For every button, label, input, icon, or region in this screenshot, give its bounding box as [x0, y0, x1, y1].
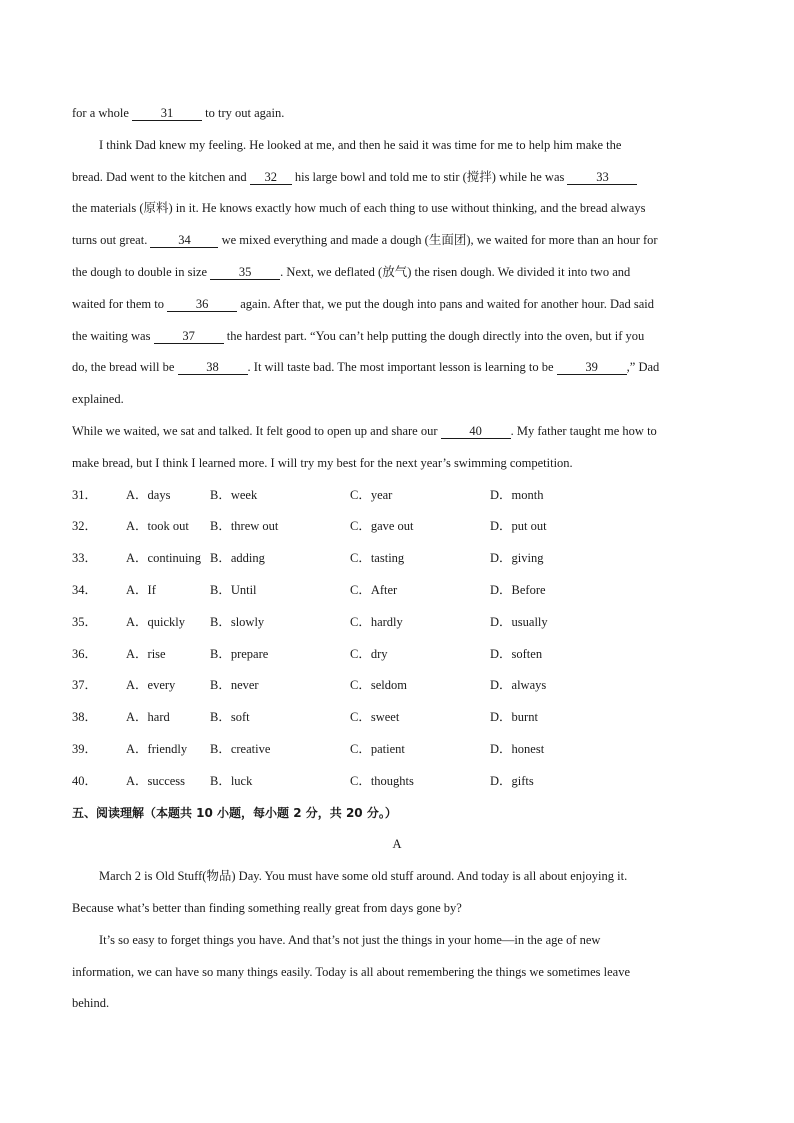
option-c: C．After [350, 582, 398, 597]
option-d: D．giving [490, 551, 544, 566]
option-d: D．put out [490, 519, 547, 534]
question-row: 33． A．continuing B．adding C．tasting D．giving [72, 543, 722, 575]
question-row: 36． A．rise B．prepare C．dry D．soften [72, 639, 722, 671]
blank-40: 40 [441, 425, 511, 439]
question-row: 40． A．success B．luck C．thoughts D．gifts [72, 766, 722, 798]
option-d: D．gifts [490, 773, 534, 788]
option-d: D．burnt [490, 710, 538, 725]
option-a: A．quickly [126, 614, 186, 629]
reading-line: information, we can have so many things easily. Today is all about remembering the things we sometimes leave [72, 964, 631, 979]
reading-line: Because what’s better than finding something really great from days gone by? [72, 900, 462, 915]
passage-line: While we waited, we sat and talked. It felt good to open up and share our 40 . My father taught me how to [72, 423, 657, 438]
blank-32: 32 [250, 171, 292, 185]
option-a: A．took out [126, 519, 189, 534]
option-c: C．patient [350, 741, 405, 756]
option-a: A．days [126, 487, 171, 502]
option-b: B．never [210, 678, 259, 693]
option-a: A．continuing [126, 551, 201, 566]
question-row: 31． A．days B．week C．year D．month [72, 480, 722, 512]
option-c: C．tasting [350, 551, 405, 566]
passage-line: the dough to double in size 35 . Next, we deflated (放气) the risen dough. We divided it into two and [72, 264, 631, 279]
passage-line: the materials (原料) in it. He knows exactly how much of each thing to use without thinking, and the bread always [72, 201, 646, 216]
passage-line: the waiting was 37 the hardest part. “You can’t help putting the dough directly into the oven, but if you [72, 328, 645, 343]
blank-39: 39 [557, 361, 627, 375]
option-a: A．hard [126, 710, 170, 725]
option-c: C．sweet [350, 710, 400, 725]
option-b: B．threw out [210, 519, 279, 534]
question-row: 34． A．If B．Until C．After D．Before [72, 575, 722, 607]
option-a: A．friendly [126, 741, 188, 756]
option-d: D．Before [490, 582, 546, 597]
passage-line: bread. Dad went to the kitchen and 32 his large bowl and told me to stir (搅拌) while he was 33 [72, 162, 722, 194]
blank-35: 35 [210, 266, 280, 280]
option-c: C．thoughts [350, 773, 414, 788]
question-list [72, 480, 722, 798]
option-a: A．success [126, 773, 186, 788]
option-c: C．hardly [350, 614, 403, 629]
option-b: B．Until [210, 582, 257, 597]
option-d: D．always [490, 678, 547, 693]
blank-34: 34 [150, 234, 218, 248]
passage-line: do, the bread will be 38 . It will taste bad. The most important lesson is learning to be 39 ,” Dad [72, 360, 660, 375]
option-d: D．usually [490, 614, 548, 629]
option-d: D．soften [490, 646, 543, 661]
reading-line: March 2 is Old Stuff(物品) Day. You must have some old stuff around. And today is all about enjoying it. [99, 869, 628, 884]
passage-line: make bread, but I think I learned more. I will try my best for the next year’s swimming competition. [72, 455, 573, 470]
passage-line: explained. [72, 392, 124, 407]
reading-line: It’s so easy to forget things you have. And that’s not just the things in your home—in the age of new [99, 932, 601, 947]
option-d: D．honest [490, 741, 545, 756]
blank-31: 31 [132, 107, 202, 121]
option-c: C．dry [350, 646, 388, 661]
passage-line: turns out great. 34 we mixed everything and made a dough (生面团), we waited for more than an hour for [72, 233, 658, 248]
blank-36: 36 [167, 298, 237, 312]
question-row: 39． A．friendly B．creative C．patient D．honest [72, 734, 722, 766]
blank-37: 37 [154, 330, 224, 344]
option-a: A．If [126, 582, 156, 597]
section-heading: 五、阅读理解（本题共 10 小题，每小题 2 分，共 20 分。） [72, 805, 397, 820]
passage-line: for a whole 31 to try out again. [72, 106, 285, 120]
question-row: 37． A．every B．never C．seldom D．always [72, 670, 722, 702]
option-b: B．creative [210, 741, 271, 756]
option-c: C．seldom [350, 678, 407, 693]
option-b: B．luck [210, 773, 253, 788]
part-label: A [392, 837, 402, 852]
option-b: B．adding [210, 551, 265, 566]
option-a: A．rise [126, 646, 166, 661]
option-a: A．every [126, 678, 176, 693]
question-row: 32． A．took out B．threw out C．gave out D．put out [72, 511, 722, 543]
option-b: B．week [210, 487, 258, 502]
option-c: C．year [350, 487, 393, 502]
reading-line: behind. [72, 996, 110, 1011]
passage-line: waited for them to 36 again. After that, we put the dough into pans and waited for another hour. Dad said [72, 296, 655, 311]
question-row: 35． A．quickly B．slowly C．hardly D．usually [72, 607, 722, 639]
option-b: B．slowly [210, 614, 265, 629]
blank-33: 33 [567, 171, 637, 185]
blank-38: 38 [178, 361, 248, 375]
option-b: B．prepare [210, 646, 269, 661]
option-c: C．gave out [350, 519, 414, 534]
option-b: B．soft [210, 710, 250, 725]
passage-line: I think Dad knew my feeling. He looked at me, and then he said it was time for me to help him make the [99, 137, 622, 152]
question-row: 38． A．hard B．soft C．sweet D．burnt [72, 702, 722, 734]
option-d: D．month [490, 487, 544, 502]
